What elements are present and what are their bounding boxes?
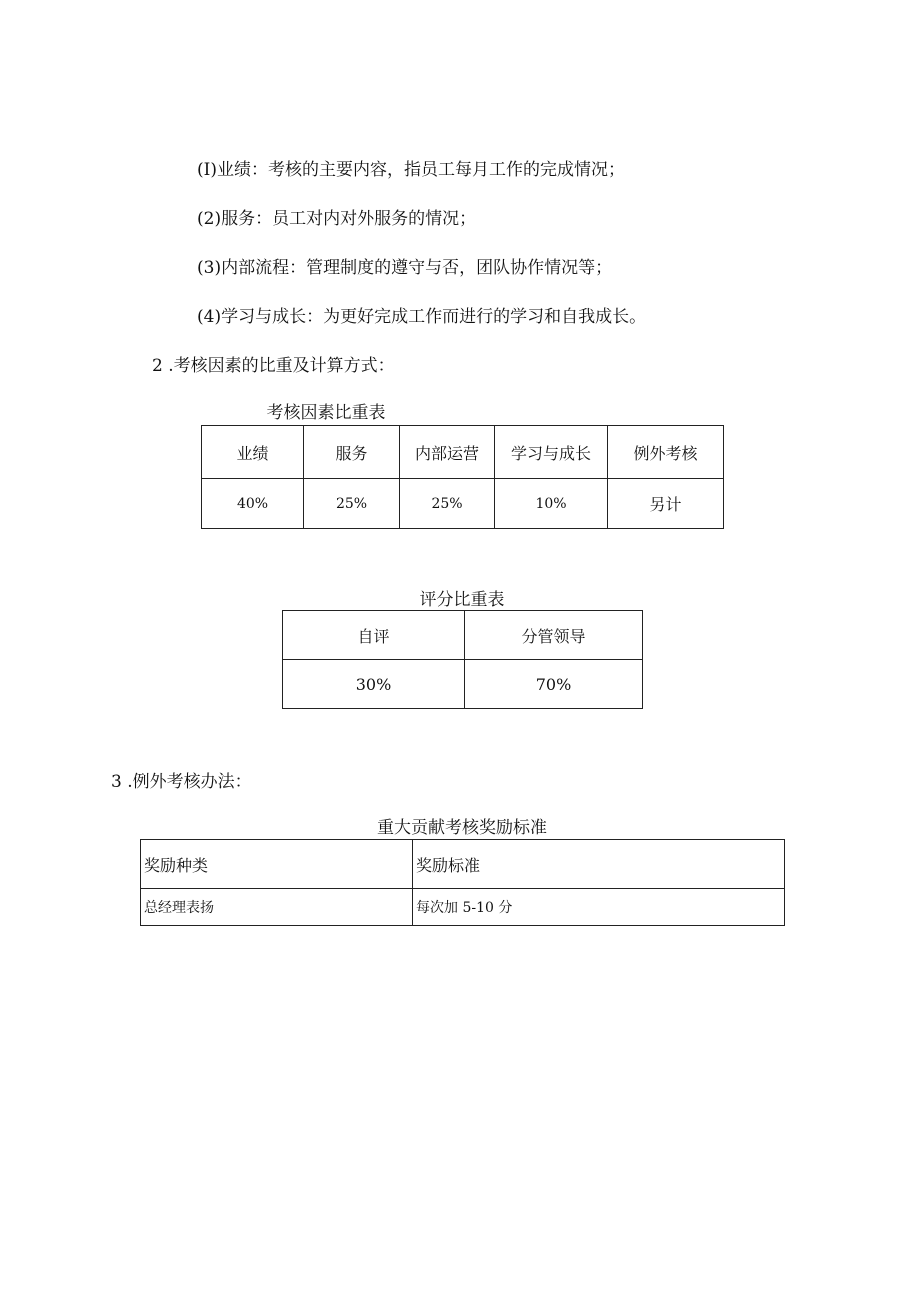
list-item-performance: (I)业绩：考核的主要内容，指员工每月工作的完成情况； <box>197 160 625 180</box>
list-item-service: (2)服务：员工对内对外服务的情况； <box>197 209 477 229</box>
section-heading-2: 2 .考核因素的比重及计算方式： <box>152 356 395 376</box>
table1-header: 内部运营 <box>400 426 495 479</box>
table1-header: 例外考核 <box>608 426 724 479</box>
table3-header: 奖励标准 <box>413 840 785 889</box>
table1-cell: 另计 <box>608 479 724 529</box>
table1-cell: 25% <box>400 479 495 529</box>
table2-cell: 30% <box>283 660 465 709</box>
table1-cell: 40% <box>202 479 304 529</box>
table1-header: 服务 <box>304 426 400 479</box>
factor-weight-table <box>201 425 724 529</box>
table1-cell: 10% <box>495 479 608 529</box>
score-weight-table <box>282 610 643 709</box>
table2-header: 分管领导 <box>465 611 643 660</box>
table1-header: 业绩 <box>202 426 304 479</box>
table3-cell: 总经理表扬 <box>141 889 413 926</box>
table2-header: 自评 <box>283 611 465 660</box>
table1-caption: 考核因素比重表 <box>266 403 386 423</box>
table1-header: 学习与成长 <box>495 426 608 479</box>
list-item-process: (3)内部流程：管理制度的遵守与否，团队协作情况等； <box>197 258 613 278</box>
table1-cell: 25% <box>304 479 400 529</box>
section-heading-3: 3 .例外考核办法： <box>111 772 252 792</box>
table3-caption: 重大贡献考核奖励标准 <box>377 818 547 838</box>
table2-cell: 70% <box>465 660 643 709</box>
table3-cell: 每次加 5-10 分 <box>413 889 785 926</box>
table3-header: 奖励种类 <box>141 840 413 889</box>
reward-standard-table <box>140 839 785 926</box>
table2-caption: 评分比重表 <box>419 590 505 610</box>
list-item-learning: (4)学习与成长：为更好完成工作而进行的学习和自我成长。 <box>197 307 647 327</box>
